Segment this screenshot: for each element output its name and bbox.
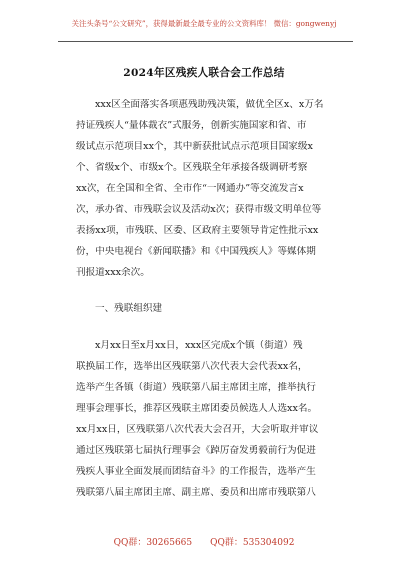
paragraph-line: 级试点示范项目xx个，其中新获批试点示范项目国家级x — [76, 141, 313, 152]
paragraph-line: 刊报道xxx余次。 — [76, 267, 150, 278]
header-banner: 关注头条号“公文研究”，获得最新最全最专业的公文资料库！ 微信：gongwenyj — [71, 19, 337, 28]
paragraph-line: 联换届工作，选举出区残联第八次代表大会代表xx名， — [76, 361, 308, 372]
qq-group-2: QQ群：535304092 — [210, 538, 295, 548]
paragraph-line: xx次，在全国和全省、全市作“一网通办”等交流发言x — [76, 183, 304, 194]
paragraph-line: xxx区全面落实各项惠残助残决策，做优全区x、x万名 — [95, 99, 324, 110]
paragraph-line: x月xx日至x月xx日，xxx区完成x个镇（街道）残 — [95, 340, 303, 351]
paragraph-line: 残联第八届主席团主席、副主席、委员和出席市残联第八 — [76, 487, 316, 498]
section-heading: 一、残联组织建 — [95, 303, 163, 314]
paragraph-line: 次，承办省、市残联会议及活动x次；获得市级文明单位等 — [76, 204, 322, 215]
paragraph-line: 理事会理事长，推荐区残联主席团委员候选人人选xx名。 — [76, 403, 318, 414]
paragraph-line: 残疾人事业全面发展而团结奋斗》的工作报告，选举产生 — [76, 466, 316, 477]
paragraph-line: 份，中央电视台《新闻联播》和《中国残疾人》等媒体期 — [76, 246, 316, 257]
paragraph-line: 个、省级x个、市级x个。区残联全年承接各级调研考察 — [76, 162, 308, 173]
paragraph-line: 表扬xx项，市残联、区委、区政府主要领导肯定性批示xx — [76, 225, 319, 236]
paragraph-line: 通过区残联第七届执行理事会《踔厉奋发勇毅前行为促进 — [76, 445, 316, 456]
paragraph-line: 持证残疾人“量体裁衣”式服务，创新实施国家和省、市 — [76, 120, 307, 131]
header-divider — [58, 41, 353, 42]
paragraph-line: 选举产生各镇（街道）残联第八届主席团主席，推举执行 — [76, 382, 316, 393]
document-title: 2024年区残疾人联合会工作总结 — [123, 67, 285, 79]
footer-contacts — [0, 535, 408, 548]
qq-group-1: QQ群：30265665 — [113, 538, 193, 548]
paragraph-line: xx月xx日，区残联第八次代表大会召开，大会听取并审议 — [76, 424, 319, 435]
